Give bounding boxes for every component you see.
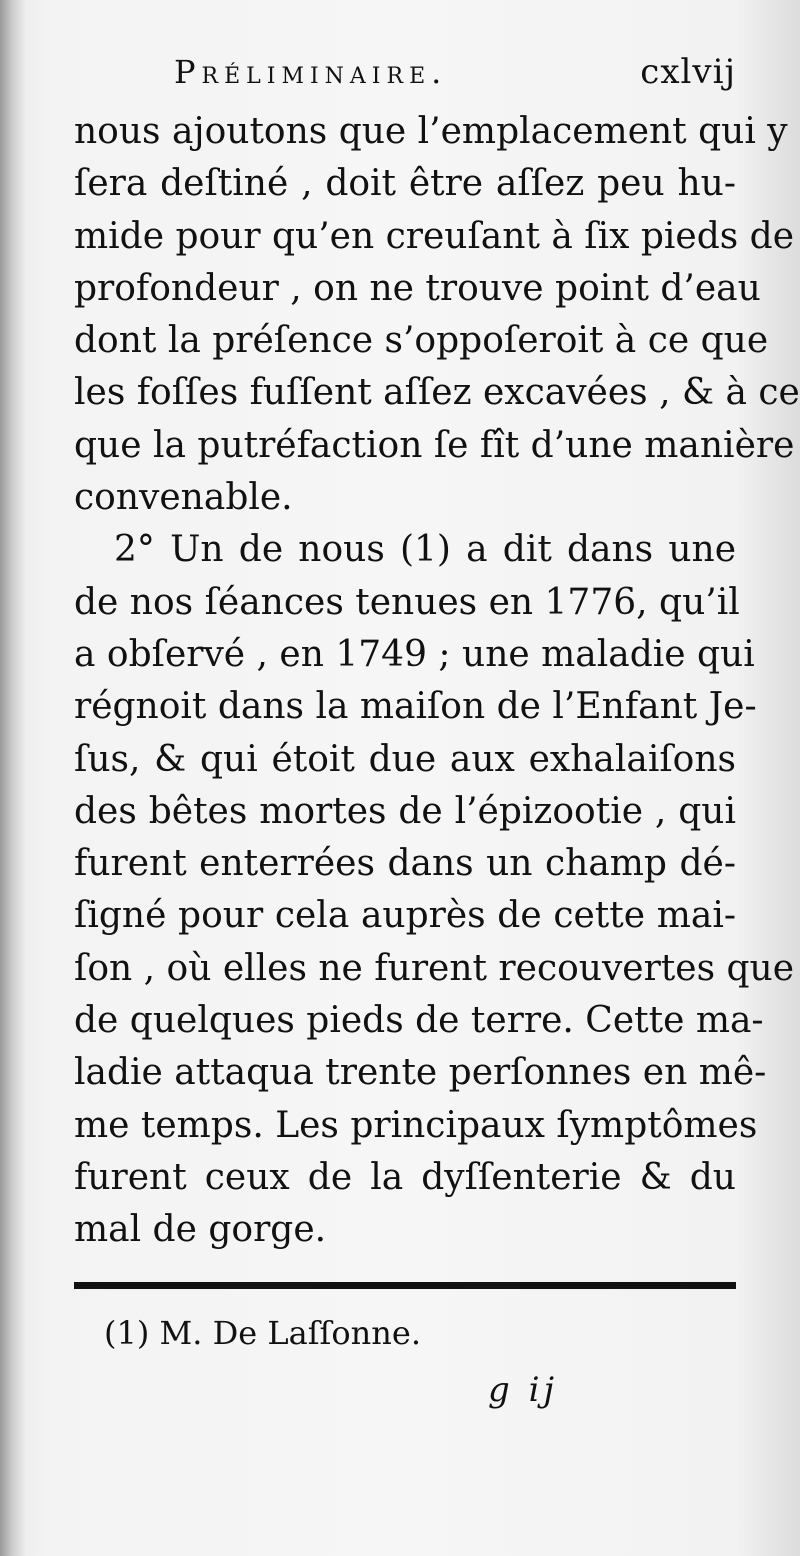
body-line: me temps. Les principaux ſymptômes [74,1104,758,1146]
footnote-rule [74,1282,736,1289]
body-line: les foſſes fuſſent aſſez excavées , & à ce [74,372,800,414]
body-line: mide pour qu’en creuſant à ſix pieds de [74,215,795,257]
body-line: des bêtes mortes de l’épizootie , qui [74,790,736,832]
body-line: ſera deſtiné , doit être aſſez peu hu- [74,163,736,205]
body-line: ladie attaqua trente perſonnes en mê- [74,1052,767,1094]
page-header [74,52,736,106]
body-line: régnoit dans la maiſon de l’Enfant Je- [74,686,757,728]
body-line: ſon , où elles ne furent recouvertes que [74,947,795,989]
body-line: profondeur , on ne trouve point d’eau [74,267,761,309]
body-line: de nos ſéances tenues en 1776, qu’il [74,581,740,623]
body-line: que la putréfaction ſe fît d’une manière [74,424,795,466]
body-line: convenable. [74,477,293,519]
text-block [74,52,800,1257]
body-line: dont la préſence s’oppoſeroit à ce que [74,320,769,362]
body-line: 2° Un de nous (1) a dit dans une [114,529,736,571]
body-line: nous ajoutons que l’emplacement qui y [74,111,788,152]
footnote: (1) M. De Laſſonne. [104,1314,421,1352]
body-line: ſigné pour cela auprès de cette mai- [74,895,736,937]
folio-number: cxlvij [640,52,736,92]
body-line: mal de gorge. [74,1209,327,1251]
body-line: furent ceux de la dyſſenterie & du [74,1156,736,1198]
body-line: de quelques pieds de terre. Cette ma- [74,1000,764,1042]
gutter-shadow [0,0,26,1556]
body-line: a obſervé , en 1749 ; une maladie qui [74,633,755,675]
body-line: ſus, & qui étoit due aux exhalaiſons [74,738,736,780]
body-line: furent enterrées dans un champ dé- [74,843,736,885]
running-title: Préliminaire. [174,53,448,91]
signature-mark: g ij [488,1370,558,1410]
